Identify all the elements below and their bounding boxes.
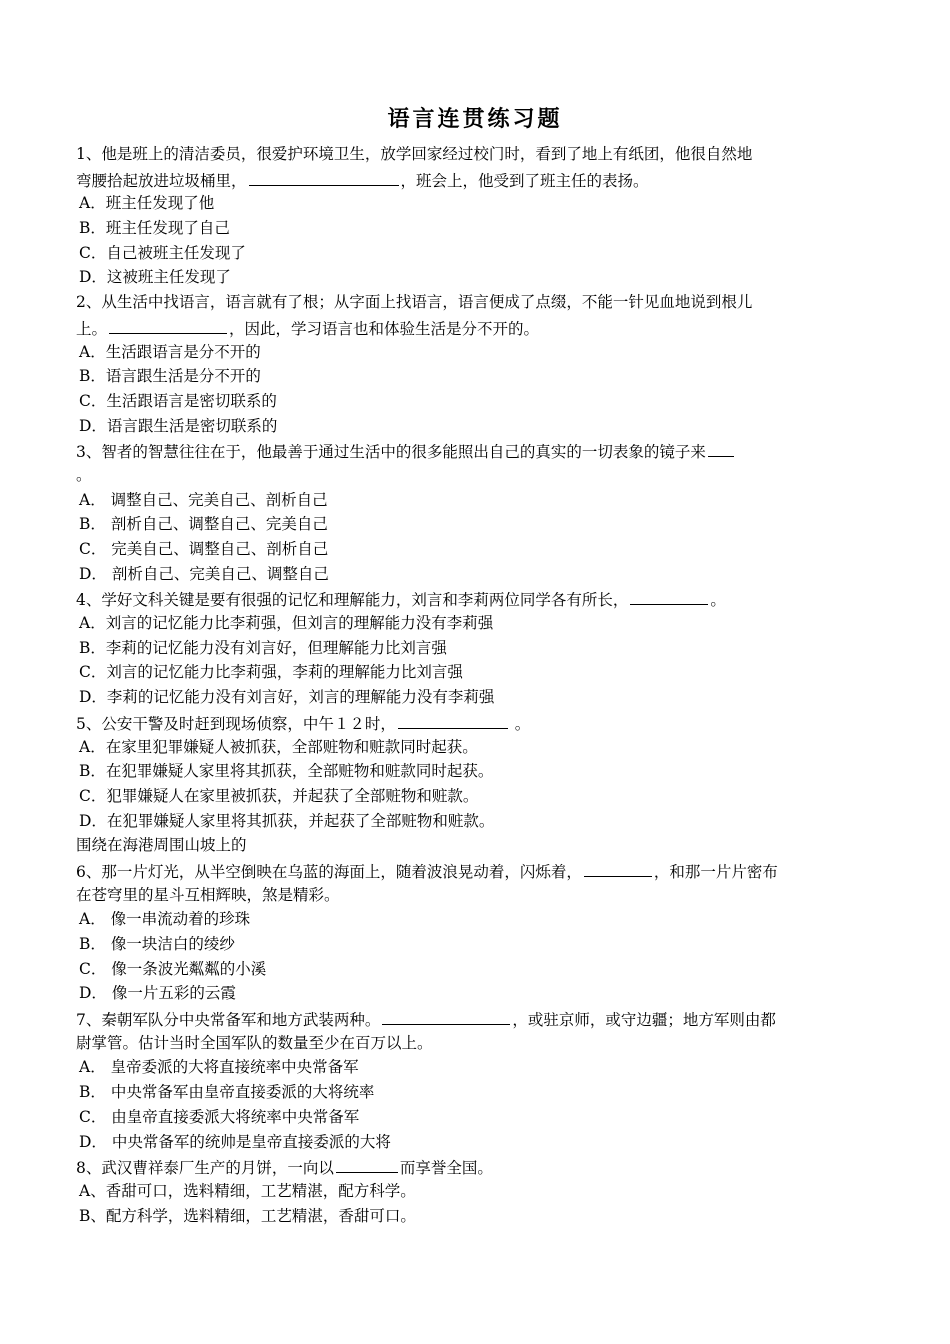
question-6-preceding-text: 围绕在海港周围山坡上的 [76, 836, 247, 855]
option-c: C． 由皇帝直接委派大将统率中央常备军 [79, 1107, 360, 1126]
option-a: A．班主任发现了他 [79, 194, 215, 213]
question-6 [76, 833, 876, 1006]
question-7-stem-text: ，或驻京师，或守边疆；地方军则由都 [512, 1011, 776, 1030]
answer-blank [630, 586, 708, 605]
option-c: C．刘言的记忆能力比李莉强，李莉的理解能力比刘言强 [79, 663, 463, 682]
option-d: D．语言跟生活是密切联系的 [79, 416, 278, 435]
option-a: A、香甜可口，选料精细，工艺精湛，配方科学。 [79, 1181, 416, 1200]
option-d: D．李莉的记忆能力没有刘言好，刘言的理解能力没有李莉强 [79, 688, 495, 707]
question-4-stem-line-1 [76, 586, 876, 611]
question-8-stem-text: 而享誉全国。 [399, 1159, 493, 1178]
answer-blank [249, 167, 399, 186]
option-d: D． 中央常备军的统帅是皇帝直接委派的大将 [79, 1132, 391, 1151]
option-b: B．语言跟生活是分不开的 [79, 367, 261, 386]
question-4-stem-text: 。 [710, 591, 726, 610]
question-7 [76, 1006, 876, 1154]
option-a: A． 皇帝委派的大将直接统率中央常备军 [79, 1058, 359, 1077]
question-6-stem-text: 6、那一片灯光，从半空倒映在乌蓝的海面上，随着波浪晃动着，闪烁着， [76, 862, 582, 881]
option-c: C．犯罪嫌疑人在家里被抓获，并起获了全部赃物和赃款。 [79, 786, 479, 805]
option-b: B．李莉的记忆能力没有刘言好，但理解能力比刘言强 [79, 638, 447, 657]
answer-blank [398, 710, 508, 729]
question-2 [76, 290, 876, 438]
question-2-stem-text: ，因此，学习语言也和体验生活是分不开的。 [229, 319, 540, 338]
option-d: D．这被班主任发现了 [79, 268, 231, 287]
option-a: A．刘言的记忆能力比李莉强，但刘言的理解能力没有李莉强 [79, 614, 494, 633]
question-5-stem-line-1 [76, 710, 876, 735]
question-6-stem-line-2: 在苍穹里的星斗互相辉映，煞是精彩。 [76, 885, 340, 904]
answer-blank [584, 858, 652, 877]
option-b: B． 中央常备军由皇帝直接委派的大将统率 [79, 1083, 375, 1102]
question-8-stem-line-1 [76, 1154, 876, 1179]
answer-blank [382, 1006, 510, 1025]
question-1-stem-line-2 [76, 167, 876, 192]
question-3-stem-line-2: 。 [76, 465, 92, 484]
question-3-stem-line-1 [76, 438, 876, 463]
question-8-stem-text: 8、武汉曹祥泰厂生产的月饼，一向以 [76, 1159, 334, 1178]
question-1 [76, 142, 876, 290]
option-b: B、配方科学，选料精细，工艺精湛，香甜可口。 [79, 1206, 416, 1225]
option-a: A． 调整自己、完美自己、剖析自己 [79, 490, 328, 509]
question-7-stem-text: 7、秦朝军队分中央常备军和地方武装两种。 [76, 1011, 381, 1030]
question-6-stem-line-1 [76, 858, 876, 883]
option-c: C． 像一条波光粼粼的小溪 [79, 959, 267, 978]
option-c: C． 完美自己、调整自己、剖析自己 [79, 540, 329, 558]
question-3 [76, 438, 876, 586]
option-a: A．在家里犯罪嫌疑人被抓获，全部赃物和赃款同时起获。 [79, 737, 478, 756]
question-5 [76, 710, 876, 833]
option-d: D． 剖析自己、完美自己、调整自己 [79, 564, 329, 583]
option-c: C．生活跟语言是密切联系的 [79, 391, 277, 410]
option-d: D．在犯罪嫌疑人家里将其抓获，并起获了全部赃物和赃款。 [79, 811, 495, 830]
question-7-stem-line-1 [76, 1006, 876, 1031]
question-3-stem-text: 3、智者的智慧往往在于，他最善于通过生活中的很多能照出自己的真实的一切表象的镜子来 [76, 443, 706, 462]
question-list [76, 142, 876, 1228]
option-b: B． 剖析自己、调整自己、完美自己 [79, 515, 328, 534]
question-4-stem-text: 4、学好文科关键是要有很强的记忆和理解能力，刘言和李莉两位同学各有所长， [76, 591, 629, 610]
question-1-stem-text: 弯腰拾起放进垃圾桶里， [76, 171, 247, 190]
question-7-stem-line-2: 尉掌管。估计当时全国军队的数量至少在百万以上。 [76, 1033, 433, 1052]
question-8 [76, 1154, 876, 1228]
option-a: A．生活跟语言是分不开的 [79, 342, 261, 361]
question-2-stem-line-1: 2、从生活中找语言，语言就有了根；从字面上找语言，语言便成了点缀，不能一针见血地说到根儿 [76, 293, 753, 312]
question-2-stem-text: 上。 [76, 319, 108, 338]
option-d: D． 像一片五彩的云霞 [79, 984, 236, 1003]
option-b: B． 像一块洁白的绫纱 [79, 935, 235, 953]
question-4 [76, 586, 876, 709]
question-2-stem-line-2 [76, 315, 876, 340]
question-1-stem-line-1: 1、他是班上的清洁委员，很爱护环境卫生，放学回家经过校门时，看到了地上有纸团，他很自然地 [76, 145, 753, 163]
question-1-stem-text: ，班会上，他受到了班主任的表扬。 [400, 171, 649, 190]
answer-blank [708, 438, 734, 457]
option-c: C．自己被班主任发现了 [79, 243, 246, 262]
option-a: A． 像一串流动着的珍珠 [79, 910, 251, 929]
answer-blank [336, 1154, 398, 1173]
page-title: 语言连贯练习题 [387, 106, 563, 132]
option-b: B．在犯罪嫌疑人家里将其抓获，全部赃物和赃款同时起获。 [79, 762, 494, 781]
option-b: B．班主任发现了自己 [79, 219, 230, 238]
question-5-stem-text: 5、公安干警及时赶到现场侦察，中午１２时， [76, 714, 396, 733]
question-6-stem-text: ，和那一片片密布 [653, 862, 778, 881]
answer-blank [109, 315, 227, 334]
question-5-stem-text: 。 [509, 714, 531, 733]
